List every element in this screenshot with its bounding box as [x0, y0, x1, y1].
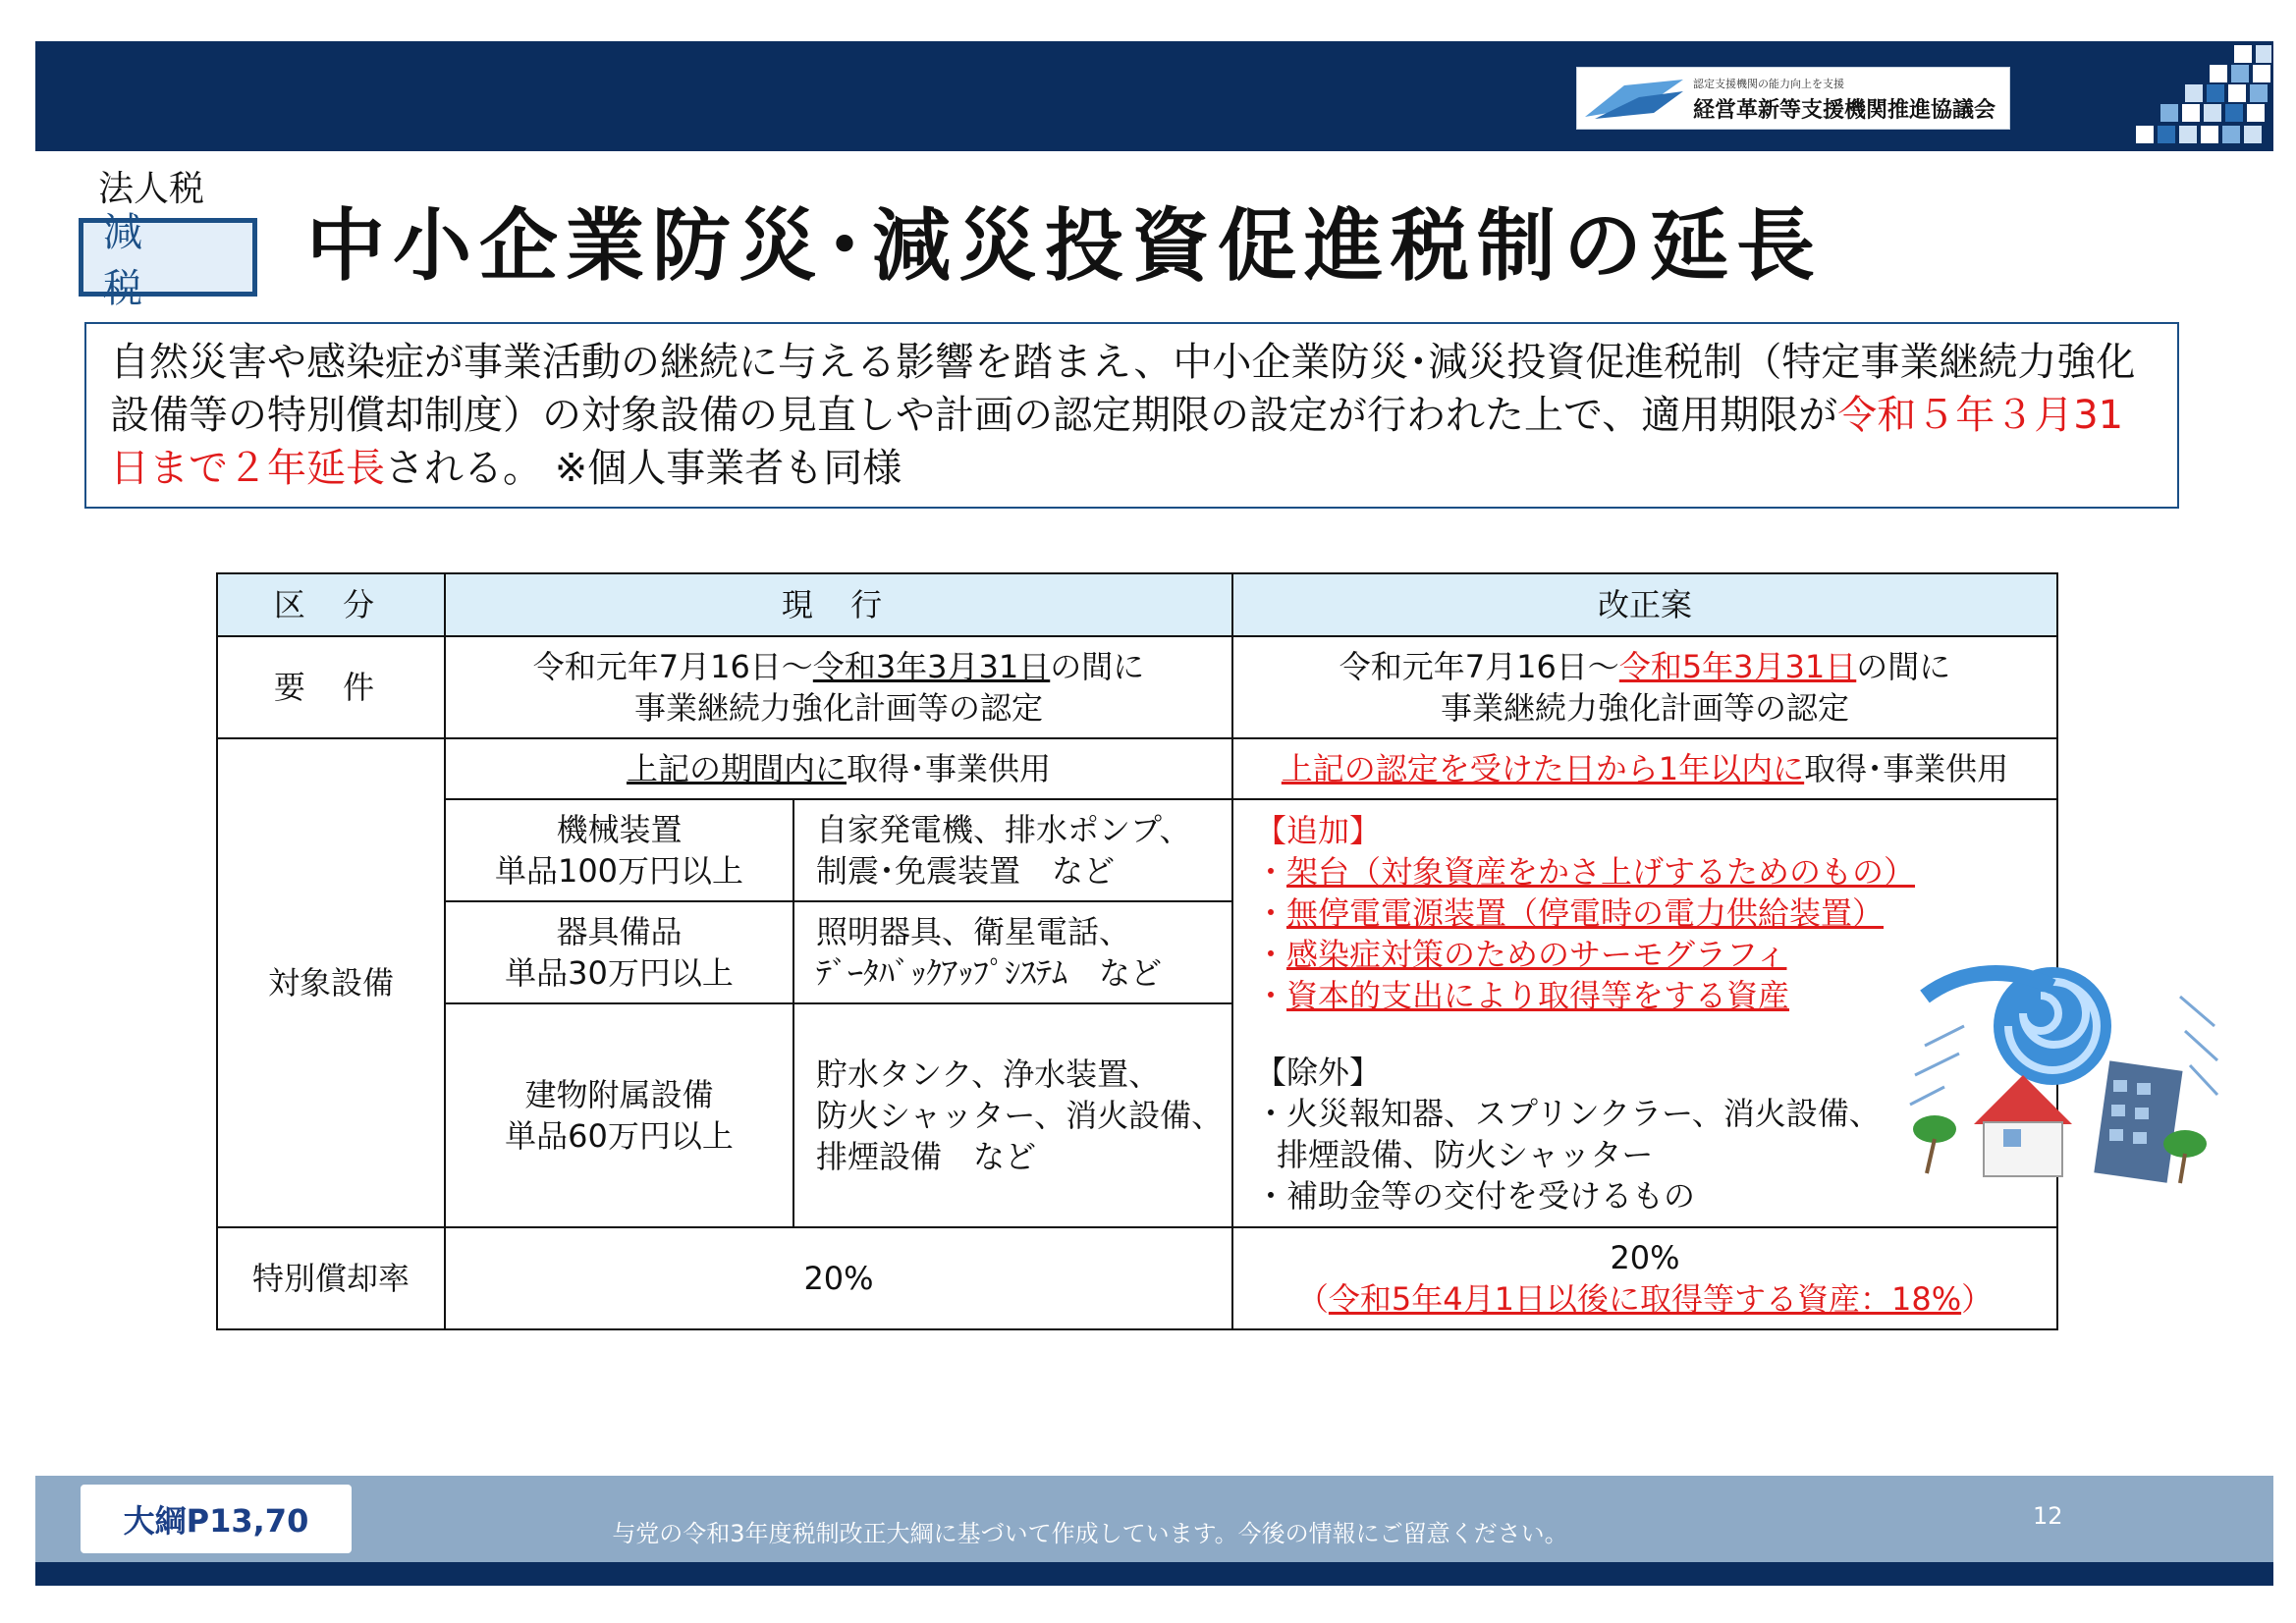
added-item-text: 無停電電源装置（停電時の電力供給装置） — [1286, 894, 1885, 932]
requirement-current — [445, 636, 1232, 738]
excluded-item: ・補助金等の交付を受けるもの — [1255, 1177, 1696, 1215]
tax-category: 法人税 — [98, 169, 205, 209]
tax-reduction-badge: 減 税 — [79, 218, 257, 297]
org-name: 経営革新等支援機関推進協議会 — [1693, 98, 1996, 123]
period-proposed-b: 取得･事業供用 — [1804, 750, 2009, 787]
req-proposed-start: 令和元年7月16日～ — [1339, 648, 1619, 685]
items-line: 防火シャッター、消火設備、 — [816, 1097, 1224, 1134]
summary-text-1: 自然災害や感染症が事業活動の継続に与える影響を踏まえ、中小企業防災･減災投資促進税制（特定事業継続力強化設備等の特別償却制度）の対象設備の見直しや計画の認定期限の設定が行われた上で、適用期限が — [110, 340, 2136, 438]
added-item: ・感染症対策のためのサーモグラフィ — [1255, 936, 1787, 973]
org-logo — [1576, 67, 2010, 130]
row-label-requirement: 要 件 — [217, 636, 445, 738]
added-item-text: 感染症対策のためのサーモグラフィ — [1286, 936, 1787, 973]
items-line: 貯水タンク、浄水装置、 — [816, 1055, 1161, 1093]
equipment-period-current — [445, 738, 1232, 799]
items-line: 照明器具、衛星電話、 — [816, 913, 1131, 950]
type-name: 建物附属設備 — [524, 1076, 714, 1113]
req-current-start: 令和元年7月16日～ — [532, 648, 813, 685]
summary-box — [84, 322, 2179, 509]
storm-illustration-icon — [1905, 957, 2219, 1193]
excluded-item: ・火災報知器、スプリンクラー、消火設備、 — [1255, 1095, 1881, 1132]
requirement-proposed — [1232, 636, 2057, 738]
equipment-items — [793, 901, 1232, 1003]
type-threshold: 単品100万円以上 — [494, 852, 744, 890]
checker-pattern — [2043, 41, 2273, 151]
summary-text-2: される。 ※個人事業者も同様 — [385, 446, 902, 491]
header-proposed: 改正案 — [1232, 573, 2057, 636]
equipment-items — [793, 799, 1232, 901]
depreciation-current: 20% — [445, 1227, 1232, 1329]
req-proposed-plan: 事業継続力強化計画等の認定 — [1440, 689, 1849, 727]
period-current-b: 取得･事業供用 — [847, 750, 1052, 787]
equipment-type — [445, 901, 793, 1003]
added-item-text: 架台（対象資産をかさ上げするためのもの） — [1286, 853, 1916, 891]
type-name: 器具備品 — [556, 913, 683, 950]
equipment-type — [445, 799, 793, 901]
logo-wing-icon — [1585, 78, 1683, 119]
row-label-depreciation: 特別償却率 — [217, 1227, 445, 1329]
excluded-item-cont: 排煙設備、防火シャッター — [1277, 1136, 1654, 1173]
equipment-period-proposed — [1232, 738, 2057, 799]
req-current-suffix: の間に — [1050, 648, 1145, 685]
added-item: ・架台（対象資産をかさ上げするためのもの） — [1255, 853, 1916, 891]
depreciation-proposed-note: 令和5年4月1日以後に取得等する資産：18% — [1328, 1280, 1962, 1318]
org-tagline: 認定支援機関の能力向上を支援 — [1693, 78, 1844, 90]
header-current: 現 行 — [445, 573, 1232, 636]
type-name: 機械装置 — [556, 811, 683, 848]
req-proposed-end: 令和5年3月31日 — [1618, 648, 1857, 685]
period-proposed-a: 上記の認定を受けた日から1年以内に — [1281, 750, 1805, 787]
summary-highlight: 令和５年３月31日まで２年延長 — [110, 393, 2124, 491]
type-threshold: 単品60万円以上 — [505, 1117, 734, 1155]
added-item: ・資本的支出により取得等をする資産 — [1255, 977, 1790, 1014]
req-proposed-suffix: の間に — [1856, 648, 1951, 685]
excluded-heading: 【除外】 — [1255, 1054, 1382, 1091]
outline-reference: 大綱P13,70 — [81, 1485, 352, 1553]
equipment-items — [793, 1003, 1232, 1227]
comparison-table — [216, 572, 2058, 1330]
depreciation-proposed: 20% （令和5年4月1日以後に取得等する資産：18%） — [1232, 1227, 2057, 1329]
items-line: 制震･免震装置 など — [816, 852, 1116, 890]
added-item: ・無停電電源装置（停電時の電力供給装置） — [1255, 894, 1885, 932]
depreciation-proposed-rate: 20% — [1610, 1239, 1680, 1276]
footer-line — [35, 1562, 2273, 1586]
items-line: 排煙設備 など — [816, 1138, 1037, 1175]
items-line: ﾃﾞｰﾀﾊﾞｯｸｱｯﾌﾟｼｽﾃﾑ など — [816, 954, 1163, 992]
equipment-type — [445, 1003, 793, 1227]
items-line: 自家発電機、排水ポンプ、 — [816, 811, 1191, 848]
added-item-text: 資本的支出により取得等をする資産 — [1286, 977, 1790, 1014]
footer-note: 与党の令和3年度税制改正大綱に基づいて作成しています。今後の情報にご留意ください。 — [612, 1520, 1568, 1547]
type-threshold: 単品30万円以上 — [505, 954, 734, 992]
header-category: 区 分 — [217, 573, 445, 636]
req-current-end: 令和3年3月31日 — [812, 648, 1051, 685]
req-current-plan: 事業継続力強化計画等の認定 — [633, 689, 1043, 727]
page-number: 12 — [2033, 1502, 2063, 1530]
page-title: 中小企業防災･減災投資促進税制の延長 — [306, 200, 1823, 292]
added-heading: 【追加】 — [1255, 812, 1382, 849]
row-label-equipment: 対象設備 — [217, 738, 445, 1227]
period-current-a: 上記の期間内に — [626, 750, 847, 787]
